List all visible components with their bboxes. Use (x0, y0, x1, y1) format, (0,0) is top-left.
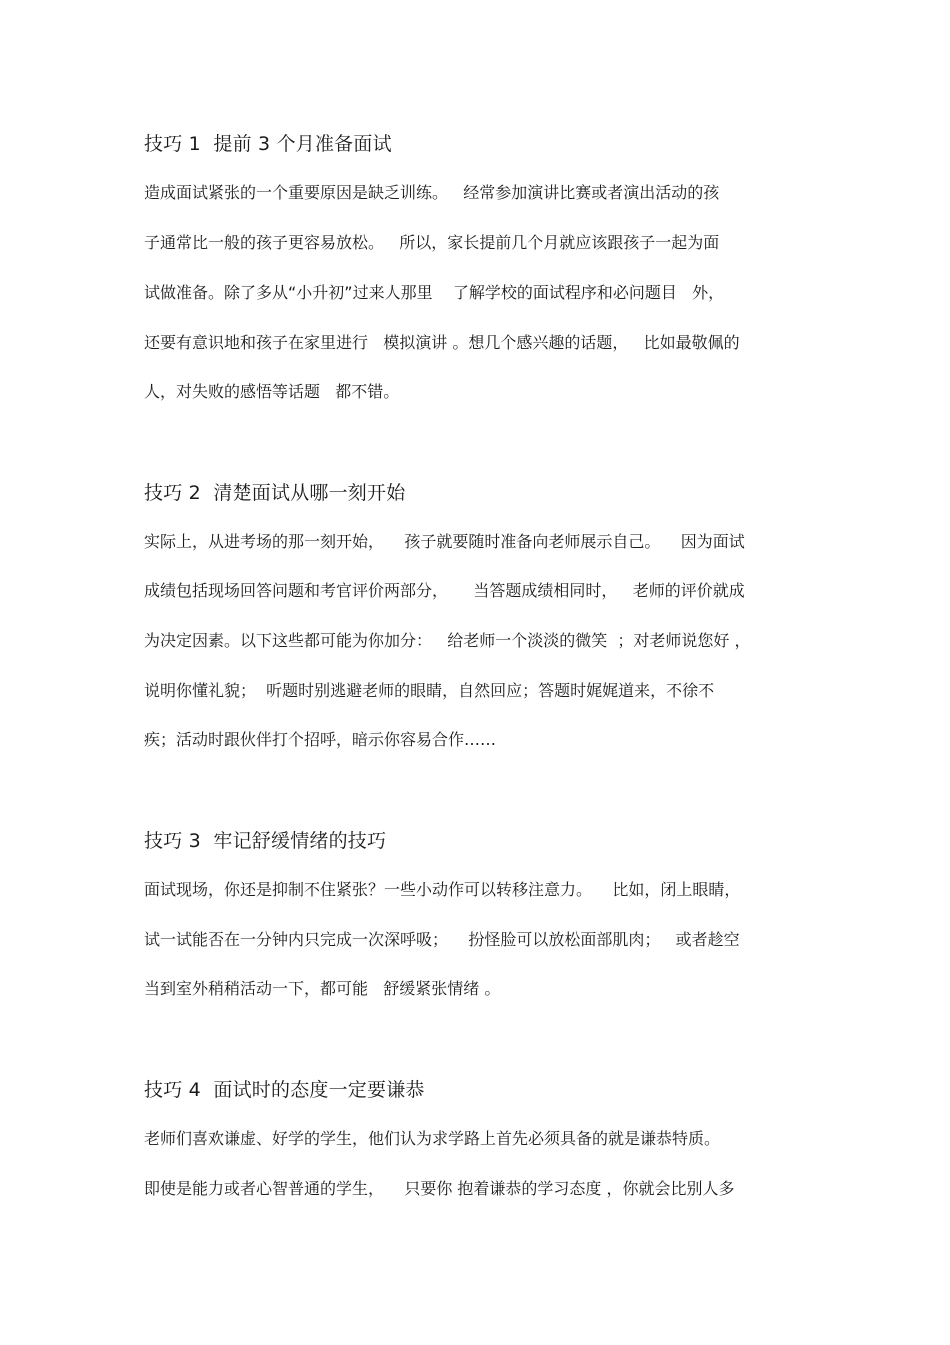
section-1-heading: 技巧 1 提前 3 个月准备面试 (144, 133, 392, 155)
section-3-line-3: 当到室外稍稍活动一下，都可能 舒缓紧张情绪 。 (144, 979, 501, 998)
section-2-line-5: 疾；活动时跟伙伴打个招呼，暗示你容易合作…… (144, 730, 497, 749)
section-1-line-1: 造成面试紧张的一个重要原因是缺乏训练。 经常参加演讲比赛或者演出活动的孩 (144, 183, 720, 202)
section-2-heading: 技巧 2 清楚面试从哪一刻开始 (144, 482, 406, 504)
section-4-line-2: 即使是能力或者心智普通的学生， 只要你 抱着谦恭的学习态度 ，你就会比别人多 (144, 1179, 735, 1198)
section-2-line-4: 说明你懂礼貌； 听题时别逃避老师的眼睛，自然回应；答题时娓娓道来，不徐不 (144, 681, 715, 700)
section-2-line-1: 实际上，从进考场的那一刻开始， 孩子就要随时准备向老师展示自己。 因为面试 (144, 532, 745, 551)
section-1-line-4: 还要有意识地和孩子在家里进行 模拟演讲 。想几个感兴趣的话题， 比如最敬佩的 (144, 333, 740, 352)
section-3-line-2: 试一试能否在一分钟内只完成一次深呼吸； 扮怪脸可以放松面部肌肉； 或者趁空 (144, 930, 740, 949)
section-1-line-2: 子通常比一般的孩子更容易放松。 所以，家长提前几个月就应该跟孩子一起为面 (144, 233, 720, 252)
section-4-line-1: 老师们喜欢谦虚、好学的学生，他们认为求学路上首先必须具备的就是谦恭特质。 (144, 1129, 721, 1148)
section-3-line-1: 面试现场，你还是抑制不住紧张？一些小动作可以转移注意力。 比如，闭上眼睛， (144, 880, 741, 899)
section-2-line-2: 成绩包括现场回答问题和考官评价两部分， 当答题成绩相同时， 老师的评价就成 (144, 581, 745, 600)
section-1-line-5: 人，对失败的感悟等话题 都不错。 (144, 382, 400, 401)
section-2-line-3: 为决定因素。以下这些都可能为你加分： 给老师一个淡淡的微笑 ；对老师说您好 ， (144, 631, 751, 650)
section-4-heading: 技巧 4 面试时的态度一定要谦恭 (144, 1079, 425, 1101)
section-1-line-3: 试做准备。除了多从“小升初”过来人那里 了解学校的面试程序和必问题目 外， (144, 283, 725, 302)
section-3-heading: 技巧 3 牢记舒缓情绪的技巧 (144, 830, 387, 852)
